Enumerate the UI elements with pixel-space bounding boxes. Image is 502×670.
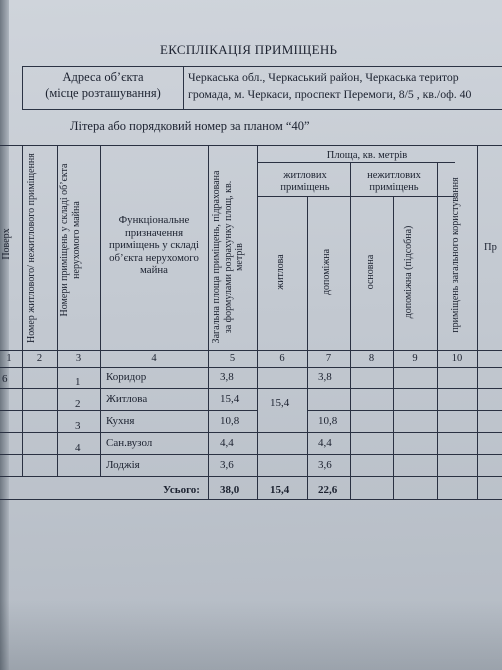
room-total-area: 10,8 — [220, 415, 240, 427]
room-total-area: 4,4 — [220, 437, 234, 449]
address-line-2: громада, м. Черкаси, проспект Перемоги, 8/5 , кв./оф. 40 — [188, 87, 472, 101]
room-name: Житлова — [106, 393, 148, 405]
room-aux-area: 3,8 — [318, 371, 332, 383]
col-line-1 — [22, 145, 23, 476]
col-line-3 — [100, 145, 101, 476]
area-subgroup-line — [257, 196, 455, 197]
header-nonres-main: основна — [365, 254, 376, 290]
document-title: ЕКСПЛІКАЦІЯ ПРИМІЩЕНЬ — [160, 42, 338, 57]
col-line-8 — [393, 196, 394, 499]
column-number: 3 — [75, 353, 82, 364]
header-total-area: Загальна площа приміщень, підрахована за формулами розрахунку площ, кв. метрів — [211, 170, 245, 344]
room-number: 4 — [75, 442, 81, 454]
room-aux-area: 4,4 — [318, 437, 332, 449]
row-line-2b — [307, 410, 502, 411]
column-number: 8 — [368, 353, 375, 364]
totals-total-area: 38,0 — [220, 484, 240, 496]
room-name: Коридор — [106, 371, 147, 383]
column-number: 7 — [325, 353, 332, 364]
room-total-area: 3,6 — [220, 459, 234, 471]
room-number: 3 — [75, 420, 81, 432]
header-next-col: Пр — [484, 242, 497, 253]
row-line-1 — [0, 388, 502, 389]
header-floor: Поверх — [1, 228, 12, 260]
col-line-5 — [257, 145, 258, 499]
room-number: 1 — [75, 376, 81, 388]
column-number: 9 — [412, 353, 418, 364]
col-line-10 — [477, 145, 478, 499]
area-group-line — [257, 162, 455, 163]
header-room-no: Номери приміщень у складі об’єкта нерухомого майна — [59, 163, 82, 317]
room-aux-area: 10,8 — [318, 415, 338, 427]
row-line-2a — [0, 410, 257, 411]
address-label-text: Адреса об’єкта (місце розташування) — [45, 70, 161, 100]
plan-number: Літера або порядковий номер за планом “40” — [70, 119, 310, 133]
floor-value: 6 — [2, 373, 8, 385]
row-line-3 — [0, 432, 502, 433]
column-number: 10 — [451, 353, 463, 364]
residential-main-area: 15,4 — [270, 397, 290, 409]
header-bottom-line — [0, 350, 502, 351]
col-line-4 — [208, 145, 209, 499]
address-line-1: Черкаська обл., Черкаський район, Черкаська територ — [188, 70, 459, 84]
room-number: 2 — [75, 398, 81, 410]
col-line-9 — [437, 162, 438, 499]
room-total-area: 3,8 — [220, 371, 234, 383]
page-fold-shadow — [0, 600, 502, 670]
header-res-aux: допоміжна — [321, 248, 332, 296]
totals-label: Усього: — [163, 484, 200, 496]
room-name: Кухня — [106, 415, 135, 427]
column-number: 6 — [279, 353, 285, 364]
header-nonresidential: нежитлових приміщень — [367, 170, 421, 193]
column-numbers-line — [0, 367, 502, 368]
column-number: 1 — [6, 353, 12, 364]
totals-res-main: 15,4 — [270, 484, 290, 496]
room-name: Лоджія — [106, 459, 140, 471]
header-purpose: Функціональне призначення приміщень у складі об’єкта нерухомого майна — [108, 214, 200, 276]
row-line-4 — [0, 454, 502, 455]
header-apartment-no: Номер житлового/ нежитлового приміщення — [26, 153, 37, 343]
table-top-border — [0, 145, 502, 146]
column-number: 5 — [229, 353, 236, 364]
col-line-7 — [350, 162, 351, 499]
col-line-6 — [307, 196, 308, 499]
room-aux-area: 3,6 — [318, 459, 332, 471]
col-line-2 — [57, 145, 58, 476]
room-total-area: 15,4 — [220, 393, 240, 405]
header-nonres-aux: допоміжна (підсобна) — [403, 225, 414, 319]
totals-bottom-line — [0, 499, 502, 500]
room-name: Сан.вузол — [106, 437, 153, 449]
column-number: 4 — [151, 353, 157, 364]
totals-res-aux: 22,6 — [318, 484, 338, 496]
column-number: 2 — [36, 353, 43, 364]
header-res-main: житлова — [275, 254, 286, 290]
header-common-use: приміщень загального користування — [450, 177, 461, 333]
row-line-5 — [0, 476, 502, 477]
header-residential: житлових приміщень — [280, 170, 330, 193]
header-area-group: Площа, кв. метрів — [326, 150, 408, 161]
